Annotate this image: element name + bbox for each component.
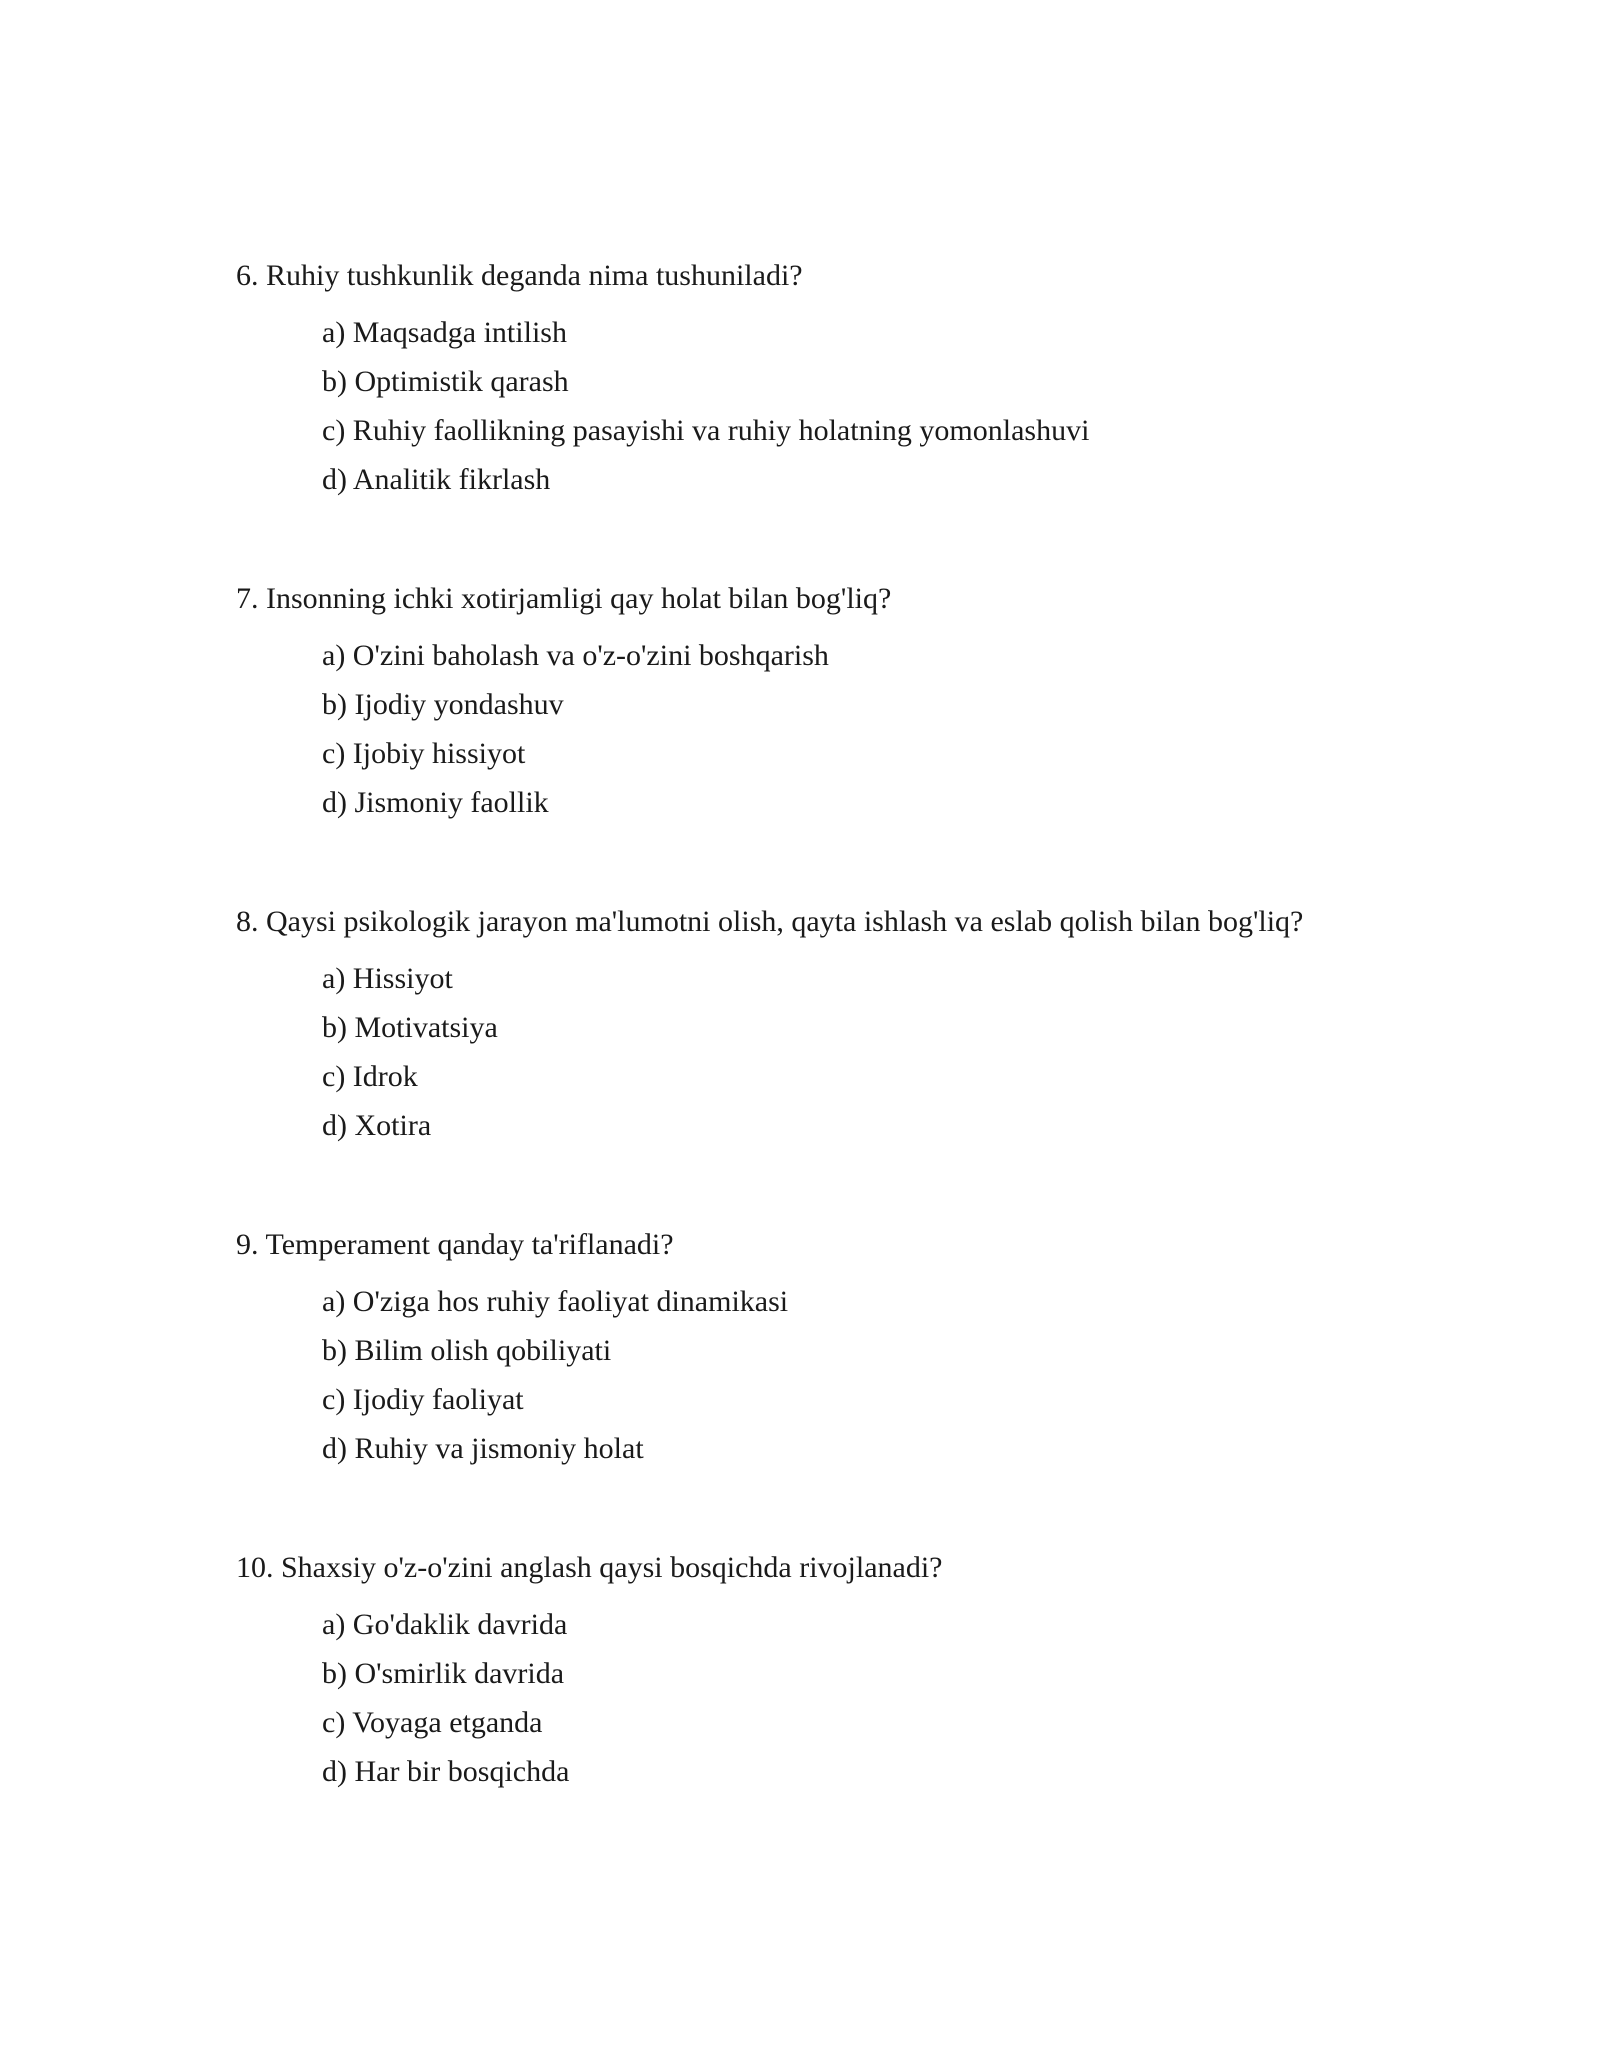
option-b: b) Bilim olish qobiliyati — [322, 1334, 612, 1367]
option-d: d) Ruhiy va jismoniy holat — [322, 1432, 644, 1465]
option-c: c) Ruhiy faollikning pasayishi va ruhiy holatning yomonlashuvi — [322, 414, 1090, 447]
question-10 — [236, 1550, 1436, 1803]
option-a: a) O'ziga hos ruhiy faoliyat dinamikasi — [322, 1285, 789, 1318]
option-a: a) Go'daklik davrida — [322, 1608, 568, 1641]
option-c: c) Ijodiy faoliyat — [322, 1383, 524, 1416]
question-7 — [236, 581, 1436, 834]
question-text: 10. Shaxsiy o'z-o'zini anglash qaysi bosqichda rivojlanadi? — [236, 1551, 943, 1584]
option-b: b) O'smirlik davrida — [322, 1657, 565, 1690]
option-b: b) Motivatsiya — [322, 1011, 498, 1044]
option-c: c) Ijobiy hissiyot — [322, 737, 526, 770]
question-9 — [236, 1227, 1436, 1480]
question-text: 8. Qaysi psikologik jarayon ma'lumotni olish, qayta ishlash va eslab qolish bilan bog'liq? — [236, 905, 1304, 938]
option-c: c) Voyaga etganda — [322, 1706, 543, 1739]
option-d: d) Analitik fikrlash — [322, 463, 551, 496]
answer-options — [236, 961, 1436, 1144]
question-6 — [236, 258, 1436, 511]
option-d: d) Har bir bosqichda — [322, 1755, 570, 1788]
answer-options — [236, 1284, 1436, 1467]
answer-options — [236, 638, 1436, 821]
question-8 — [236, 904, 1436, 1157]
option-d: d) Jismoniy faollik — [322, 786, 549, 819]
option-a: a) Hissiyot — [322, 962, 453, 995]
option-a: a) O'zini baholash va o'z-o'zini boshqarish — [322, 639, 829, 672]
option-c: c) Idrok — [322, 1060, 418, 1093]
question-text: 7. Insonning ichki xotirjamligi qay holat bilan bog'liq? — [236, 582, 892, 615]
answer-options — [236, 315, 1436, 498]
option-b: b) Ijodiy yondashuv — [322, 688, 564, 721]
question-text: 6. Ruhiy tushkunlik deganda nima tushuniladi? — [236, 259, 803, 292]
answer-options — [236, 1607, 1436, 1790]
option-a: a) Maqsadga intilish — [322, 316, 567, 349]
question-text: 9. Temperament qanday ta'riflanadi? — [236, 1228, 674, 1261]
option-b: b) Optimistik qarash — [322, 365, 569, 398]
option-d: d) Xotira — [322, 1109, 432, 1142]
